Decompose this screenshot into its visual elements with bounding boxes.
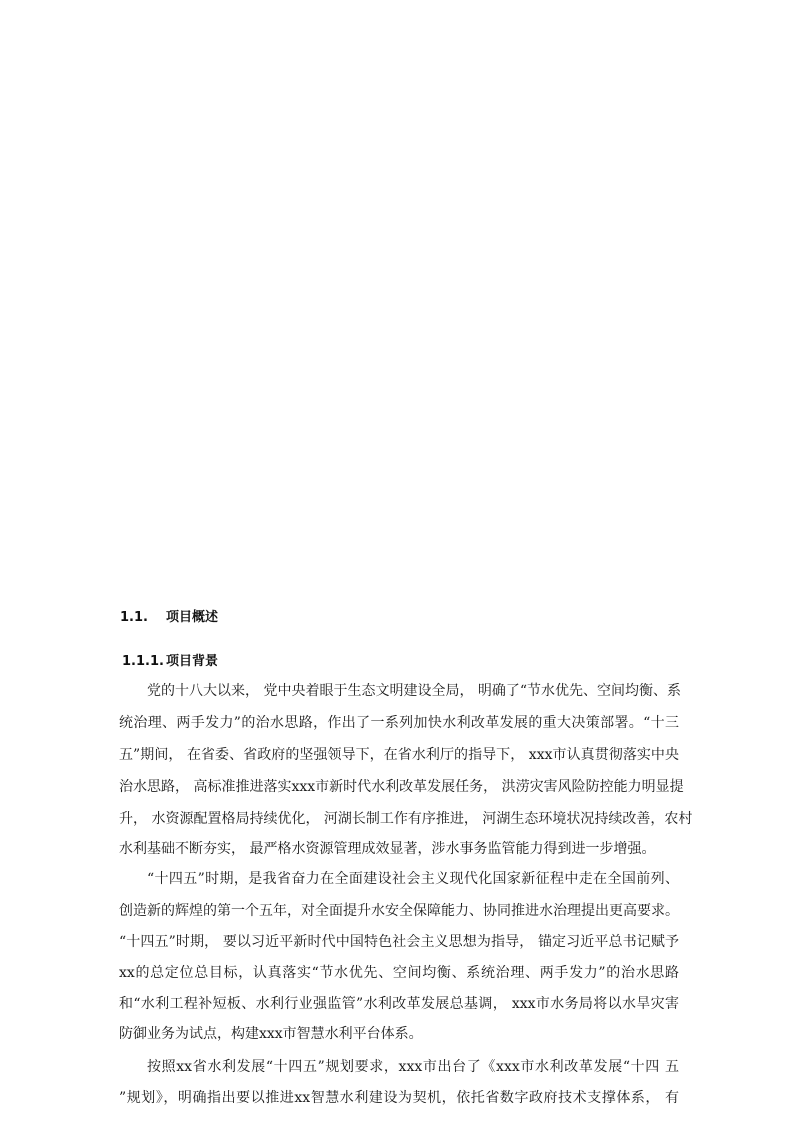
section-heading [120,606,218,625]
paragraph-line: ”规划》，明确指出要以推进xx智慧水利建设为契机，依托省数字政府技术支撑体系， 有 [119,1090,679,1106]
paragraph-line: xx的总定位总目标，认真落实“节水优先、空间均衡、系统治理、两手发力”的治水思路 [119,965,679,981]
subsection-number: 1.1.1. [122,654,164,669]
paragraph-line: 五”期间， 在省委、省政府的坚强领导下，在省水利厅的指导下， xxx市认真贯彻落实中央 [119,747,679,763]
paragraph-line: 创造新的辉煌的第一个五年，对全面提升水安全保障能力、协同推进水治理提出更高要求。 [119,903,679,919]
paragraph-line: 和“水利工程补短板、水利行业强监管”水利改革发展总基调， xxx市水务局将以水旱灾害 [119,996,679,1012]
paragraph-line: “十四五”时期， 要以习近平新时代中国特色社会主义思想为指导， 锚定习近平总书记赋予 [119,934,679,950]
paragraph-line: 党的十八大以来， 党中央着眼于生态文明建设全局， 明确了“节水优先、空间均衡、系 [147,683,682,699]
section-number: 1.1. [120,610,148,625]
subsection-title: 项目背景 [166,654,219,669]
paragraph-line: 按照xx省水利发展“十四五”规划要求，xxx市出台了《xxx市水利改革发展“十四 五 [147,1059,679,1075]
paragraph-line: 防御业务为试点，构建xxx市智慧水利平台体系。 [119,1026,423,1042]
subsection-heading [122,650,218,669]
paragraph-line: 统治理、两手发力”的治水思路，作出了一系列加快水利改革发展的重大决策部署。“十三 [119,715,679,731]
paragraph-line: “十四五”时期，是我省奋力在全面建设社会主义现代化国家新征程中走在全国前列、 [147,871,679,887]
section-title: 项目概述 [166,610,219,625]
paragraph-line: 升， 水资源配置格局持续优化， 河湖长制工作有序推进， 河湖生态环境状况持续改善，农村 [119,811,693,827]
paragraph-line: 水利基础不断夯实， 最严格水资源管理成效显著，涉水事务监管能力得到进一步增强。 [119,841,656,857]
paragraph-line: 治水思路， 高标准推进落实xxx市新时代水利改革发展任务， 洪涝灾害风险防控能力明显提 [119,779,684,795]
